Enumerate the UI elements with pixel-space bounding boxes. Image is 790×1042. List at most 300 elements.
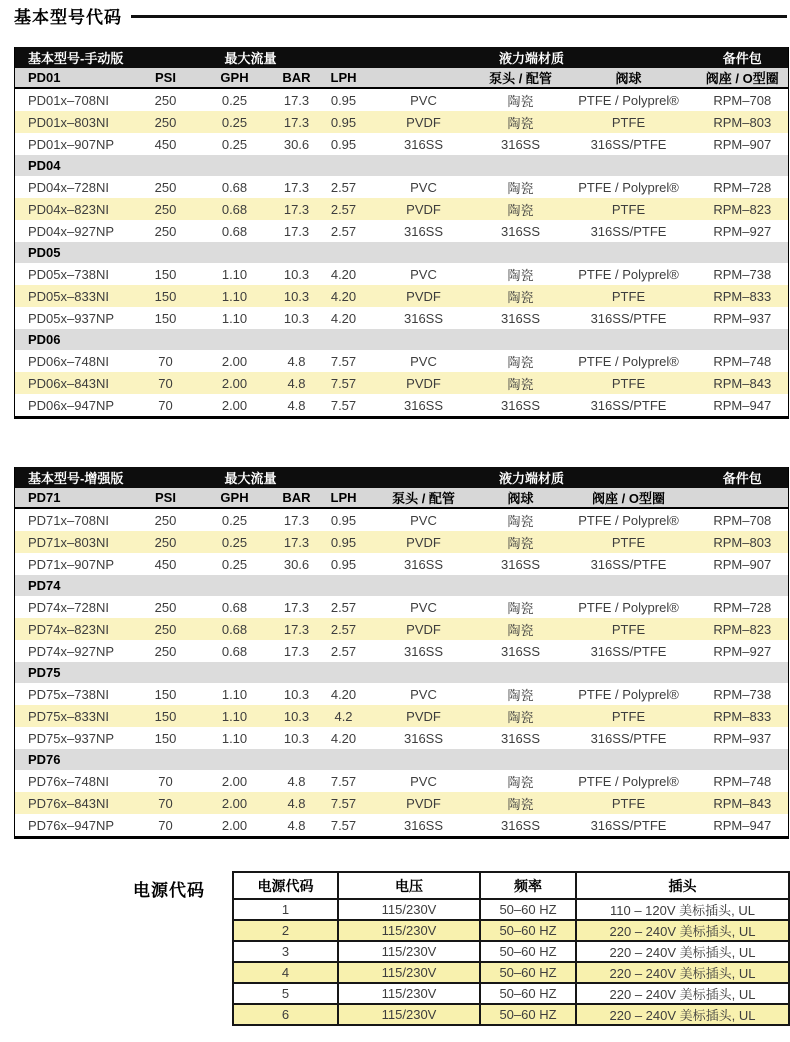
model-code: PD05x–738NI <box>28 266 109 282</box>
model-value: PVDF <box>367 618 481 640</box>
model-value: PTFE / Polyprel® <box>578 353 679 369</box>
model-code: PD76x–947NP <box>28 817 114 833</box>
power-code: 6 <box>233 1004 338 1025</box>
model-value: PVC <box>410 686 437 702</box>
model-code: PD74x–728NI <box>28 599 109 615</box>
model-value: 0.25 <box>221 556 248 572</box>
model-row <box>15 640 789 662</box>
model-value: RPM–823 <box>697 198 789 220</box>
model-value: 316SS/PTFE <box>590 397 667 413</box>
page-header <box>14 3 787 28</box>
model-value: 70 <box>135 372 197 394</box>
voltage-value: 115/230V <box>338 962 480 983</box>
model-value: 316SS <box>500 223 541 239</box>
model-row <box>15 133 789 155</box>
model-value: 4.20 <box>330 730 357 746</box>
power-row <box>233 941 789 962</box>
plug-value: 220 – 240V 美标插头, UL <box>576 941 789 962</box>
model-value: 陶瓷 <box>507 180 534 196</box>
model-value: 250 <box>135 111 197 133</box>
subheader-cell: 泵头 / 配管 <box>367 488 481 508</box>
section-label: PD06 <box>15 329 789 350</box>
model-value: 1.10 <box>197 285 273 307</box>
model-value: 陶瓷 <box>481 285 561 307</box>
model-value: 4.8 <box>287 397 306 413</box>
table-body <box>15 88 789 418</box>
model-row <box>15 198 789 220</box>
model-value: RPM–708 <box>713 92 772 108</box>
power-row <box>233 1004 789 1025</box>
model-value: RPM–738 <box>713 266 772 282</box>
model-value: 0.68 <box>221 179 248 195</box>
subheader-cell: PSI <box>135 68 197 88</box>
model-code: PD06x–947NP <box>28 397 114 413</box>
model-value: 0.95 <box>330 512 357 528</box>
model-row <box>15 508 789 531</box>
model-value: 316SS <box>403 730 444 746</box>
section-row <box>15 662 789 683</box>
model-code: PD01x–708NI <box>28 92 109 108</box>
model-value: RPM–937 <box>713 730 772 746</box>
power-code: 4 <box>233 962 338 983</box>
subheader-cell: GPH <box>197 488 273 508</box>
model-value: 0.68 <box>221 643 248 659</box>
model-value: PVDF <box>367 285 481 307</box>
subheader-cell: 阀球 <box>481 488 561 508</box>
model-row <box>15 372 789 394</box>
model-row <box>15 263 789 285</box>
model-value: 250 <box>154 643 177 659</box>
subheader-cell: GPH <box>197 68 273 88</box>
subheader-cell: 泵头 / 配管 <box>481 68 561 88</box>
model-value: 0.25 <box>221 512 248 528</box>
model-row <box>15 727 789 749</box>
model-value: 316SS <box>500 310 541 326</box>
frequency-value: 50–60 HZ <box>480 962 576 983</box>
model-value: 70 <box>158 353 173 369</box>
power-code-header: 电源代码 <box>233 872 338 899</box>
model-value: RPM–843 <box>697 372 789 394</box>
table-body <box>15 508 789 838</box>
model-value: 10.3 <box>273 705 321 727</box>
power-section-label: 电源代码 <box>133 881 205 900</box>
plug-value: 220 – 240V 美标插头, UL <box>576 962 789 983</box>
model-value: 7.57 <box>330 773 357 789</box>
model-value: 316SS/PTFE <box>590 730 667 746</box>
model-value: PTFE <box>561 792 697 814</box>
model-row <box>15 683 789 705</box>
model-value: PVC <box>410 179 437 195</box>
power-row <box>233 983 789 1004</box>
model-value: RPM–803 <box>697 111 789 133</box>
model-value: 7.57 <box>330 397 357 413</box>
model-value: PTFE <box>561 531 697 553</box>
model-value: 0.95 <box>330 92 357 108</box>
model-value: 10.3 <box>283 266 310 282</box>
model-value: PVC <box>410 773 437 789</box>
model-value: 陶瓷 <box>507 600 534 616</box>
model-value: PVC <box>410 266 437 282</box>
model-row <box>15 814 789 838</box>
materials-header: 液力端材质 <box>367 467 697 488</box>
model-code: PD04x–927NP <box>28 223 114 239</box>
model-value: 450 <box>154 556 177 572</box>
model-value: 2.57 <box>321 618 367 640</box>
model-value: PTFE / Polyprel® <box>578 686 679 702</box>
model-value: 316SS <box>500 817 541 833</box>
model-value: 4.8 <box>273 372 321 394</box>
table-title: 基本型号-增强版 <box>15 467 135 488</box>
subheader-cell: LPH <box>321 68 367 88</box>
model-row <box>15 705 789 727</box>
model-value: 陶瓷 <box>481 531 561 553</box>
model-value: PTFE / Polyprel® <box>578 512 679 528</box>
model-value: 陶瓷 <box>481 792 561 814</box>
model-code: PD71x–907NP <box>28 556 114 572</box>
model-value: 0.68 <box>221 599 248 615</box>
model-code: PD75x–738NI <box>28 686 109 702</box>
model-value: 316SS/PTFE <box>590 556 667 572</box>
model-value: 4.2 <box>321 705 367 727</box>
model-value: RPM–947 <box>713 397 772 413</box>
model-value: 250 <box>154 223 177 239</box>
model-row <box>15 220 789 242</box>
model-value: 250 <box>135 618 197 640</box>
model-value: 316SS <box>403 310 444 326</box>
model-value: 70 <box>158 397 173 413</box>
model-value: RPM–738 <box>713 686 772 702</box>
model-value: PTFE <box>561 372 697 394</box>
model-code: PD04x–728NI <box>28 179 109 195</box>
model-value: 1.10 <box>221 730 248 746</box>
model-value: RPM–907 <box>713 136 772 152</box>
model-value: 陶瓷 <box>507 687 534 703</box>
model-value: 陶瓷 <box>481 111 561 133</box>
model-value: 0.25 <box>197 111 273 133</box>
model-value: RPM–728 <box>713 599 772 615</box>
model-value: 陶瓷 <box>481 198 561 220</box>
model-code: PD05x–833NI <box>15 285 135 307</box>
model-value: 250 <box>135 531 197 553</box>
model-value: 17.3 <box>283 223 310 239</box>
model-value: PTFE / Polyprel® <box>578 773 679 789</box>
model-value: 2.00 <box>197 372 273 394</box>
power-codes-table <box>232 871 790 1026</box>
page-title: 基本型号代码 <box>14 8 122 27</box>
max-flow-header: 最大流量 <box>135 47 367 68</box>
model-value: PVC <box>410 599 437 615</box>
model-row <box>15 553 789 575</box>
model-value: 450 <box>154 136 177 152</box>
model-value: 0.68 <box>197 618 273 640</box>
model-value: 17.3 <box>283 643 310 659</box>
model-value: 1.10 <box>221 266 248 282</box>
group-code-header: PD71 <box>15 488 135 508</box>
model-value: 2.00 <box>197 792 273 814</box>
model-value: 4.8 <box>287 353 306 369</box>
model-value: 7.57 <box>321 792 367 814</box>
model-value: 4.8 <box>273 792 321 814</box>
model-value: 1.10 <box>221 686 248 702</box>
section-row <box>15 575 789 596</box>
section-label: PD74 <box>15 575 789 596</box>
section-label: PD76 <box>15 749 789 770</box>
model-value: PTFE / Polyprel® <box>578 266 679 282</box>
voltage-value: 115/230V <box>338 983 480 1004</box>
plug-value: 110 – 120V 美标插头, UL <box>576 899 789 920</box>
model-value: 10.3 <box>283 730 310 746</box>
title-rule <box>131 15 787 18</box>
model-value: 10.3 <box>273 285 321 307</box>
model-value: 陶瓷 <box>507 513 534 529</box>
table-subheader-row <box>15 488 789 508</box>
model-value: 150 <box>135 285 197 307</box>
model-value: RPM–748 <box>713 353 772 369</box>
model-value: RPM–748 <box>713 773 772 789</box>
model-value: 陶瓷 <box>507 774 534 790</box>
model-value: PVC <box>410 512 437 528</box>
model-value: 2.57 <box>330 179 357 195</box>
power-code: 1 <box>233 899 338 920</box>
model-code: PD75x–937NP <box>28 730 114 746</box>
voltage-value: 115/230V <box>338 941 480 962</box>
model-value: 10.3 <box>283 310 310 326</box>
model-value: 2.57 <box>330 643 357 659</box>
model-row <box>15 307 789 329</box>
power-code: 5 <box>233 983 338 1004</box>
model-value: 4.20 <box>330 266 357 282</box>
model-value: PTFE <box>561 705 697 727</box>
voltage-value: 115/230V <box>338 920 480 941</box>
model-value: 0.68 <box>197 198 273 220</box>
power-code: 2 <box>233 920 338 941</box>
model-value: 4.8 <box>287 817 306 833</box>
plug-value: 220 – 240V 美标插头, UL <box>576 983 789 1004</box>
power-row <box>233 962 789 983</box>
table-header-row <box>15 467 789 488</box>
model-value: 0.25 <box>197 531 273 553</box>
model-value: 316SS <box>403 817 444 833</box>
model-value: 150 <box>154 266 177 282</box>
model-value: PTFE / Polyprel® <box>578 179 679 195</box>
model-value: 17.3 <box>273 531 321 553</box>
model-value: 4.20 <box>321 285 367 307</box>
model-code: PD74x–927NP <box>28 643 114 659</box>
model-value: 316SS <box>500 556 541 572</box>
model-value: 250 <box>154 599 177 615</box>
model-value: 10.3 <box>283 686 310 702</box>
model-value: 150 <box>154 730 177 746</box>
model-value: PVDF <box>367 198 481 220</box>
plug-value: 220 – 240V 美标插头, UL <box>576 920 789 941</box>
section-row <box>15 242 789 263</box>
model-value: RPM–803 <box>697 531 789 553</box>
model-value: RPM–708 <box>713 512 772 528</box>
model-value: 4.20 <box>330 686 357 702</box>
section-row <box>15 749 789 770</box>
model-value: 17.3 <box>283 179 310 195</box>
model-value: 17.3 <box>273 111 321 133</box>
model-value: PTFE <box>561 111 697 133</box>
subheader-cell: PSI <box>135 488 197 508</box>
model-code: PD06x–843NI <box>15 372 135 394</box>
model-value: 陶瓷 <box>481 372 561 394</box>
model-code: PD01x–803NI <box>15 111 135 133</box>
model-value: 7.57 <box>330 353 357 369</box>
model-value: RPM–907 <box>713 556 772 572</box>
model-value: 2.57 <box>330 599 357 615</box>
model-value: 1.10 <box>197 705 273 727</box>
model-code: PD75x–833NI <box>15 705 135 727</box>
model-value: RPM–927 <box>713 643 772 659</box>
model-value: PVDF <box>367 705 481 727</box>
model-value: PTFE / Polyprel® <box>578 92 679 108</box>
model-value: 2.57 <box>321 198 367 220</box>
model-value: 2.00 <box>221 817 248 833</box>
model-value: 0.25 <box>221 136 248 152</box>
table-header-row <box>15 47 789 68</box>
model-value: 316SS <box>500 730 541 746</box>
model-row <box>15 285 789 307</box>
model-value: RPM–833 <box>697 285 789 307</box>
model-value: 陶瓷 <box>507 354 534 370</box>
model-row <box>15 111 789 133</box>
model-value: 4.8 <box>287 773 306 789</box>
model-value: 316SS <box>500 397 541 413</box>
power-table-body <box>233 899 789 1025</box>
group-code-header: PD01 <box>15 68 135 88</box>
model-code: PD05x–937NP <box>28 310 114 326</box>
voltage-value: 115/230V <box>338 899 480 920</box>
frequency-value: 50–60 HZ <box>480 941 576 962</box>
model-value: 0.95 <box>321 111 367 133</box>
model-value: PVDF <box>367 531 481 553</box>
model-value: PVC <box>410 353 437 369</box>
power-row <box>233 920 789 941</box>
model-value: 陶瓷 <box>481 705 561 727</box>
model-value: PVDF <box>367 792 481 814</box>
model-value: RPM–823 <box>697 618 789 640</box>
model-value: 316SS <box>403 556 444 572</box>
model-value: RPM–843 <box>697 792 789 814</box>
model-code: PD04x–823NI <box>15 198 135 220</box>
model-value: 150 <box>154 310 177 326</box>
model-value: 17.3 <box>273 618 321 640</box>
model-value: PTFE <box>561 618 697 640</box>
model-value: 150 <box>154 686 177 702</box>
model-value: 2.00 <box>221 353 248 369</box>
frequency-value: 50–60 HZ <box>480 920 576 941</box>
model-value: 316SS <box>500 643 541 659</box>
model-value: 陶瓷 <box>481 618 561 640</box>
materials-header: 液力端材质 <box>367 47 697 68</box>
frequency-value: 50–60 HZ <box>480 1004 576 1025</box>
model-value: RPM–833 <box>697 705 789 727</box>
model-row <box>15 770 789 792</box>
section-row <box>15 329 789 350</box>
model-value: 316SS/PTFE <box>590 310 667 326</box>
model-value: 0.95 <box>330 556 357 572</box>
model-row <box>15 176 789 198</box>
model-value: 316SS <box>403 643 444 659</box>
model-value: 0.25 <box>221 92 248 108</box>
section-label: PD75 <box>15 662 789 683</box>
model-value: PTFE <box>561 198 697 220</box>
model-value: 4.20 <box>330 310 357 326</box>
model-row <box>15 531 789 553</box>
model-value: 316SS <box>403 136 444 152</box>
model-value: 70 <box>158 817 173 833</box>
plug-header: 插头 <box>576 872 789 899</box>
model-value: PTFE <box>561 285 697 307</box>
voltage-value: 115/230V <box>338 1004 480 1025</box>
model-code: PD71x–803NI <box>15 531 135 553</box>
model-value: 17.3 <box>283 599 310 615</box>
model-code: PD76x–748NI <box>28 773 109 789</box>
model-value: RPM–947 <box>713 817 772 833</box>
model-value: RPM–927 <box>713 223 772 239</box>
max-flow-header: 最大流量 <box>135 467 367 488</box>
section-row <box>15 155 789 176</box>
section-label: PD05 <box>15 242 789 263</box>
model-value: 2.00 <box>221 773 248 789</box>
model-value: 316SS/PTFE <box>590 136 667 152</box>
subheader-cell: 阀球 <box>561 68 697 88</box>
subheader-cell <box>697 488 789 508</box>
plug-value: 220 – 240V 美标插头, UL <box>576 1004 789 1025</box>
model-row <box>15 394 789 418</box>
model-value: 陶瓷 <box>507 93 534 109</box>
model-value: 7.57 <box>330 817 357 833</box>
model-value: PVDF <box>367 111 481 133</box>
model-value: 150 <box>135 705 197 727</box>
model-value: 0.68 <box>221 223 248 239</box>
model-value: 250 <box>154 92 177 108</box>
subheader-cell: BAR <box>273 68 321 88</box>
frequency-value: 50–60 HZ <box>480 983 576 1004</box>
model-value: 316SS/PTFE <box>590 817 667 833</box>
model-value: 316SS <box>403 223 444 239</box>
model-value: 2.00 <box>221 397 248 413</box>
model-value: 17.3 <box>273 198 321 220</box>
power-code: 3 <box>233 941 338 962</box>
model-value: 70 <box>135 792 197 814</box>
frequency-value: 50–60 HZ <box>480 899 576 920</box>
spares-header: 备件包 <box>697 467 789 488</box>
model-value: 316SS/PTFE <box>590 643 667 659</box>
subheader-cell: LPH <box>321 488 367 508</box>
model-value: 2.57 <box>330 223 357 239</box>
model-value: 250 <box>154 179 177 195</box>
model-value: 316SS/PTFE <box>590 223 667 239</box>
model-value: 0.95 <box>330 136 357 152</box>
model-row <box>15 792 789 814</box>
model-value: 17.3 <box>283 512 310 528</box>
model-row <box>15 596 789 618</box>
model-code: PD76x–843NI <box>15 792 135 814</box>
model-code: PD74x–823NI <box>15 618 135 640</box>
model-value: 70 <box>158 773 173 789</box>
model-value: 1.10 <box>221 310 248 326</box>
model-value: 250 <box>135 198 197 220</box>
model-value: 7.57 <box>321 372 367 394</box>
model-value: 316SS <box>403 397 444 413</box>
model-code: PD06x–748NI <box>28 353 109 369</box>
power-header-row <box>233 872 789 899</box>
subheader-cell: 阀座 / O型圈 <box>561 488 697 508</box>
model-value: 30.6 <box>283 556 310 572</box>
model-value: PVDF <box>367 372 481 394</box>
